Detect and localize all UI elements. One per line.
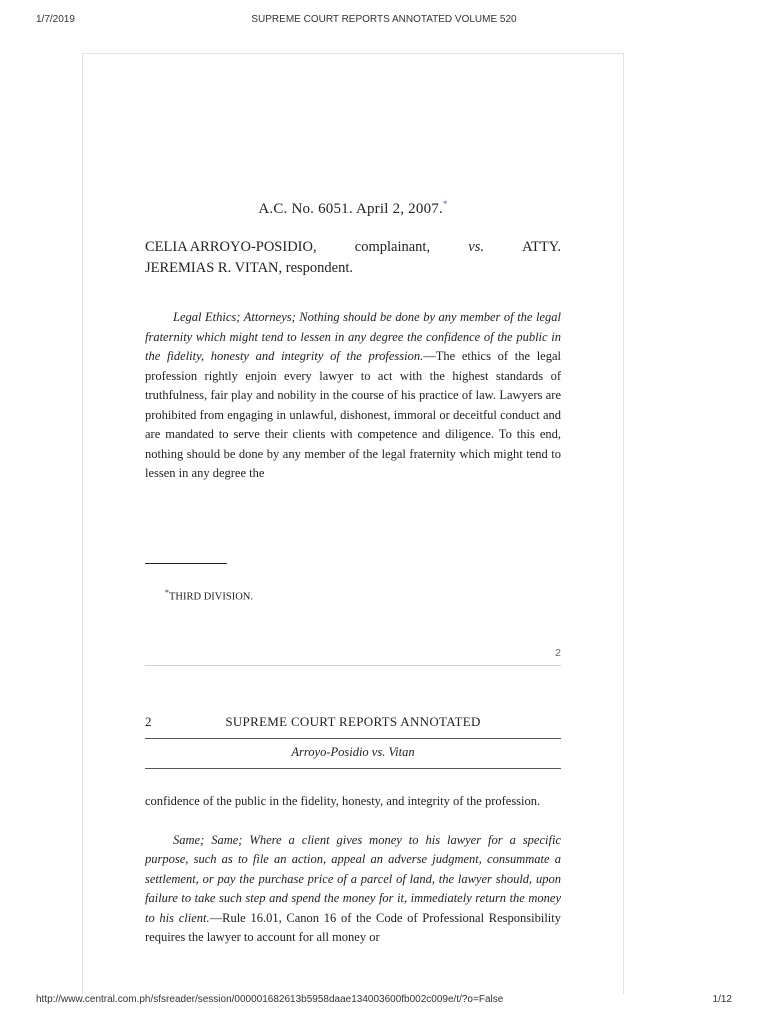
page2-body — [145, 792, 561, 948]
syllabus-paragraph — [145, 308, 561, 484]
source-url: http://www.central.com.ph/sfsreader/session/000001682613b5958daae134003600fb002c009e/t/?o=False — [36, 994, 504, 1005]
running-head-title: SUPREME COURT REPORTS ANNOTATED — [225, 714, 481, 729]
syllabus-headnote: Legal Ethics; Attorneys; Nothing should be done by any member of the legal fraternity which might tend to lessen in any degree the confidence of the public in the fidelity, honesty and integrity of the profession. — [145, 310, 561, 363]
case-parties — [145, 237, 561, 279]
respondent-name: JEREMIAS R. VITAN, respondent. — [145, 260, 354, 276]
continuation-paragraph: confidence of the public in the fidelity, honesty, and integrity of the profession. — [145, 794, 541, 808]
complainant-role: complainant, — [354, 239, 431, 255]
print-date: 1/7/2019 — [36, 14, 75, 25]
second-syllabus-paragraph — [145, 831, 561, 948]
case-number — [83, 199, 623, 218]
page-break-divider — [145, 665, 561, 666]
footnote — [165, 588, 581, 603]
print-footer — [0, 994, 768, 1008]
page-count: 1/12 — [712, 994, 732, 1005]
running-head-rule-bottom — [145, 768, 561, 769]
respondent-prefix: ATTY. — [522, 239, 561, 255]
footnote-marker: * — [165, 588, 169, 597]
running-head-rule-top — [145, 738, 561, 739]
page-number: 2 — [555, 647, 561, 659]
print-title: SUPREME COURT REPORTS ANNOTATED VOLUME 520 — [251, 14, 517, 25]
footnote-text: THIRD DIVISION. — [169, 591, 253, 603]
second-headnote: Same; Same; Where a client gives money to his lawyer for a specific purpose, such as to file an action, appeal an adverse judgment, consummate a settlement, or pay the purchase price of a parcel of land, the lawyer should, upon failure to take such step and spend the money for it, immediately return the money to his client. — [145, 832, 561, 925]
case-caption: Arroyo-Posidio vs. Vitan — [291, 745, 415, 759]
second-text: —Rule 16.01, Canon 16 of the Code of Professional Responsibility requires the lawyer to account for all money or — [145, 910, 561, 944]
document-page — [82, 53, 624, 994]
versus-label: vs. — [468, 239, 484, 255]
print-header — [0, 14, 768, 28]
running-head-page: 2 — [145, 714, 152, 729]
syllabus-text: —The ethics of the legal profession rightly enjoin every lawyer to act with the highest standards of truthfulness, fair play and nobility in the course of his practice of law. Lawyers are prohibited from engaging in unlawful, dishonest, immoral or deceitful conduct and are mandated to serve their clients with competence and diligence. To this end, nothing should be done by any member of the legal fraternity which might tend to lessen in any degree the — [145, 349, 561, 480]
case-number-text: A.C. No. 6051. April 2, 2007. — [258, 201, 443, 217]
complainant-name: CELIA ARROYO-POSIDIO, — [145, 239, 317, 255]
footnote-divider — [145, 563, 227, 564]
running-head — [145, 714, 561, 732]
footnote-ref-link[interactable]: * — [442, 199, 448, 209]
